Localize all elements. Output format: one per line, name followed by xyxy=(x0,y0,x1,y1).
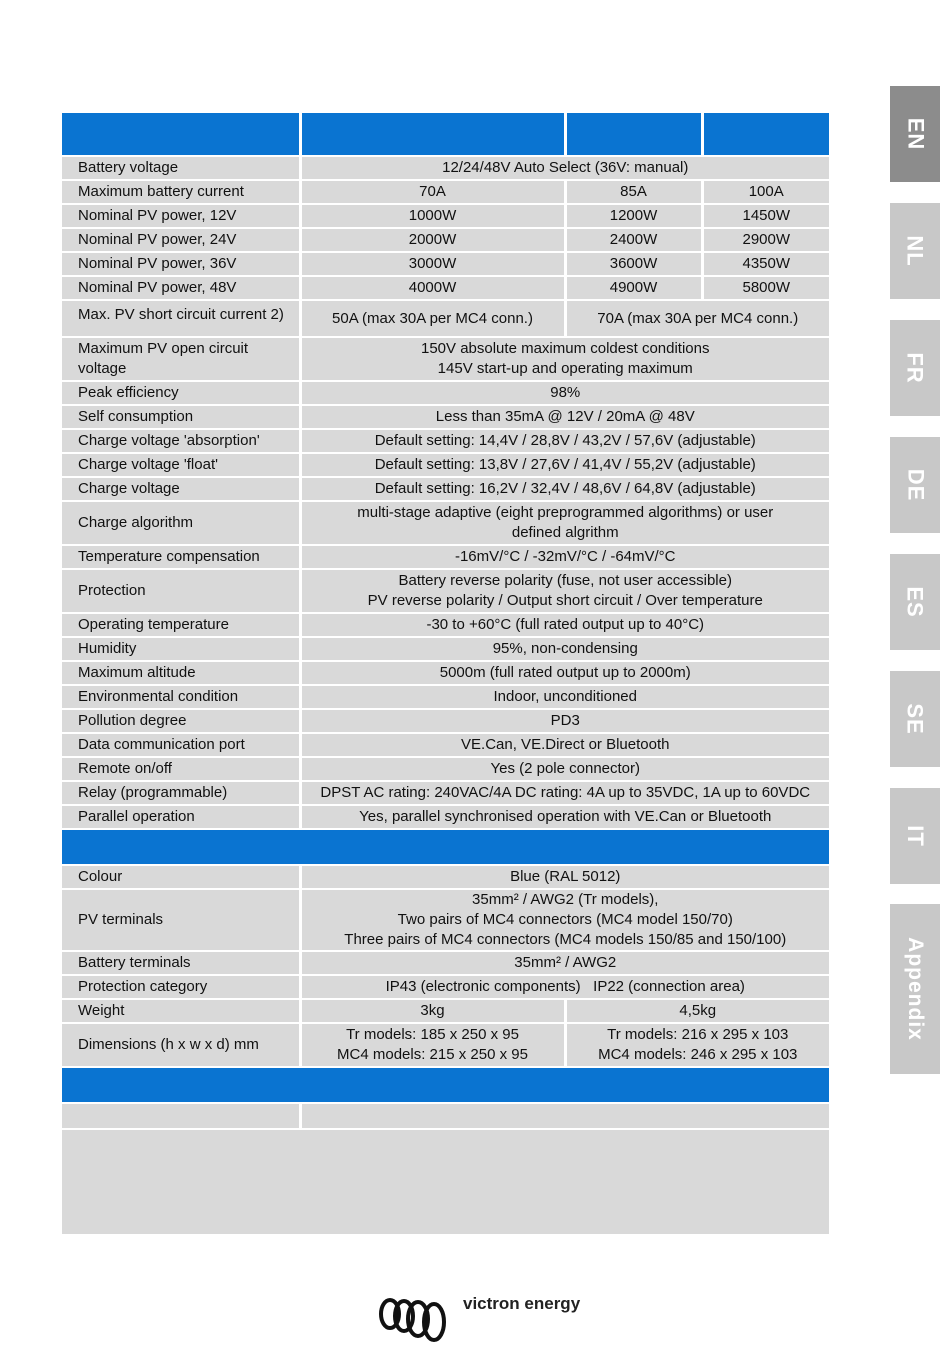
spec-value: 2000W xyxy=(300,228,565,252)
table-row xyxy=(62,781,829,805)
spec-label: Battery terminals xyxy=(62,951,300,975)
spec-value: 4,5kg xyxy=(565,999,829,1023)
spec-label: Humidity xyxy=(62,637,300,661)
value-line: Battery reverse polarity (fuse, not user accessible) xyxy=(398,572,732,589)
spec-label: Maximum battery current xyxy=(62,180,300,204)
tab-label: DE xyxy=(903,468,928,502)
empty-cell xyxy=(300,1103,829,1129)
spec-label: Environmental condition xyxy=(62,685,300,709)
tab-se[interactable] xyxy=(890,671,940,767)
spec-label: Charge voltage 'absorption' xyxy=(62,429,300,453)
spec-label: Colour xyxy=(62,865,300,889)
section-band-cell xyxy=(62,829,829,865)
value-line: Two pairs of MC4 connectors (MC4 model 150/70) xyxy=(397,911,733,928)
brand-logo xyxy=(376,1292,616,1348)
spec-value: 100A xyxy=(702,180,829,204)
spec-value: DPST AC rating: 240VAC/4A DC rating: 4A up to 35VDC, 1A up to 60VDC xyxy=(300,781,829,805)
spec-value: 1200W xyxy=(565,204,702,228)
notes-area xyxy=(62,1129,829,1235)
header-cell xyxy=(300,113,565,156)
value-line: Three pairs of MC4 connectors (MC4 models 150/85 and 150/100) xyxy=(344,931,787,948)
tab-fr[interactable] xyxy=(890,320,940,416)
spec-label: Charge voltage 'float' xyxy=(62,453,300,477)
spec-label: Nominal PV power, 24V xyxy=(62,228,300,252)
spec-value: 95%, non-condensing xyxy=(300,637,829,661)
spec-value: -30 to +60°C (full rated output up to 40°C) xyxy=(300,613,829,637)
table-header-row xyxy=(62,113,829,156)
table-row xyxy=(62,661,829,685)
header-cell xyxy=(565,113,702,156)
table-row xyxy=(62,381,829,405)
spec-value: 4900W xyxy=(565,276,702,300)
value-line: defined algrithm xyxy=(511,524,619,541)
spec-value: -16mV/°C / -32mV/°C / -64mV/°C xyxy=(300,545,829,569)
table-row xyxy=(62,501,829,545)
tab-label: ES xyxy=(902,586,928,618)
value-line: Tr models: 185 x 250 x 95 xyxy=(346,1026,519,1043)
value-line: 35mm² / AWG2 (Tr models), xyxy=(472,891,659,908)
tab-label: IT xyxy=(903,825,928,847)
label-line: Maximum PV open circuit xyxy=(78,340,249,357)
spec-value: 5800W xyxy=(702,276,829,300)
spec-value: Less than 35mA @ 12V / 20mA @ 48V xyxy=(300,405,829,429)
table-row xyxy=(62,889,829,951)
spec-value: 3600W xyxy=(565,252,702,276)
spec-label: Temperature compensation xyxy=(62,545,300,569)
table-row xyxy=(62,252,829,276)
table-row xyxy=(62,405,829,429)
spec-label: Nominal PV power, 36V xyxy=(62,252,300,276)
table-row xyxy=(62,569,829,613)
spec-label: Relay (programmable) xyxy=(62,781,300,805)
spec-label: Weight xyxy=(62,999,300,1023)
table-row xyxy=(62,429,829,453)
value-line: Tr models: 216 x 295 x 103 xyxy=(607,1026,789,1043)
spec-value: 4000W xyxy=(300,276,565,300)
spec-value: 1000W xyxy=(300,204,565,228)
spec-value: PD3 xyxy=(300,709,829,733)
spec-label: PV terminals xyxy=(62,889,300,951)
table-row xyxy=(62,685,829,709)
spec-value: 3000W xyxy=(300,252,565,276)
value-line: PV reverse polarity / Output short circuit / Over temperature xyxy=(367,592,763,609)
spec-value: 70A (max 30A per MC4 conn.) xyxy=(565,300,829,337)
table-row xyxy=(62,1103,829,1129)
table-row xyxy=(62,951,829,975)
table-row xyxy=(62,999,829,1023)
spec-value: 85A xyxy=(565,180,702,204)
table-row xyxy=(62,975,829,999)
spec-label xyxy=(62,337,300,381)
table-row xyxy=(62,337,829,381)
table-row xyxy=(62,757,829,781)
tab-label: EN xyxy=(903,117,928,151)
tab-label: SE xyxy=(902,703,928,735)
spec-label: Remote on/off xyxy=(62,757,300,781)
spec-label: Peak efficiency xyxy=(62,381,300,405)
spec-label: Protection category xyxy=(62,975,300,999)
table-row xyxy=(62,545,829,569)
table-row xyxy=(62,204,829,228)
section-band xyxy=(62,1067,829,1103)
spec-label: Data communication port xyxy=(62,733,300,757)
spec-label: Protection xyxy=(62,569,300,613)
header-cell xyxy=(702,113,829,156)
spec-value: Yes, parallel synchronised operation with VE.Can or Bluetooth xyxy=(300,805,829,829)
spec-value xyxy=(300,337,829,381)
spec-value: 3kg xyxy=(300,999,565,1023)
table-row xyxy=(62,709,829,733)
section-band-cell xyxy=(62,1067,829,1103)
table-row xyxy=(62,733,829,757)
spec-value: IP43 (electronic components) IP22 (connection area) xyxy=(300,975,829,999)
tab-appendix[interactable] xyxy=(890,904,940,1074)
tab-label: FR xyxy=(902,352,928,384)
spec-value: 1450W xyxy=(702,204,829,228)
table-row xyxy=(62,613,829,637)
spec-value: 98% xyxy=(300,381,829,405)
spec-label: Dimensions (h x w x d) mm xyxy=(62,1023,300,1067)
table-row xyxy=(62,300,829,337)
spec-value: Default setting: 14,4V / 28,8V / 43,2V / 57,6V (adjustable) xyxy=(300,429,829,453)
spec-value xyxy=(300,569,829,613)
spec-value: Yes (2 pole connector) xyxy=(300,757,829,781)
header-cell xyxy=(62,113,300,156)
tab-it[interactable] xyxy=(890,788,940,884)
spec-label: Self consumption xyxy=(62,405,300,429)
label-line: voltage xyxy=(78,360,127,377)
value-line: MC4 models: 215 x 250 x 95 xyxy=(337,1046,528,1063)
table-row xyxy=(62,637,829,661)
empty-cell xyxy=(62,1103,300,1129)
spec-label: Charge voltage xyxy=(62,477,300,501)
spec-label: Max. PV short circuit current 2) xyxy=(62,300,300,337)
spec-value: 2400W xyxy=(565,228,702,252)
value-line: multi-stage adaptive (eight preprogrammed algorithms) or user xyxy=(357,504,774,521)
tab-es[interactable] xyxy=(890,554,940,650)
tab-de[interactable] xyxy=(890,437,940,533)
victron-logo-icon xyxy=(376,1292,458,1348)
spec-value: 12/24/48V Auto Select (36V: manual) xyxy=(300,156,829,180)
spec-value xyxy=(300,1023,565,1067)
value-line: 145V start-up and operating maximum xyxy=(437,360,693,377)
empty-cell xyxy=(62,1129,829,1235)
spec-label: Operating temperature xyxy=(62,613,300,637)
brand-name: victron energy xyxy=(463,1294,581,1313)
spec-label: Battery voltage xyxy=(62,156,300,180)
spec-value: 5000m (full rated output up to 2000m) xyxy=(300,661,829,685)
table-row xyxy=(62,453,829,477)
spec-value xyxy=(565,1023,829,1067)
value-line: MC4 models: 246 x 295 x 103 xyxy=(598,1046,798,1063)
specification-table xyxy=(62,113,829,1236)
spec-label: Charge algorithm xyxy=(62,501,300,545)
table-row xyxy=(62,228,829,252)
spec-label: Maximum altitude xyxy=(62,661,300,685)
tab-label: Appendix xyxy=(904,937,928,1041)
table-row xyxy=(62,477,829,501)
spec-value: 50A (max 30A per MC4 conn.) xyxy=(300,300,565,337)
spec-label: Parallel operation xyxy=(62,805,300,829)
spec-label: Pollution degree xyxy=(62,709,300,733)
table-row xyxy=(62,865,829,889)
spec-value: 2900W xyxy=(702,228,829,252)
spec-value: Default setting: 13,8V / 27,6V / 41,4V / 55,2V (adjustable) xyxy=(300,453,829,477)
spec-label: Nominal PV power, 12V xyxy=(62,204,300,228)
spec-value: Indoor, unconditioned xyxy=(300,685,829,709)
spec-value xyxy=(300,889,829,951)
table-row xyxy=(62,276,829,300)
tab-nl[interactable] xyxy=(890,203,940,299)
table-row xyxy=(62,180,829,204)
tab-label: NL xyxy=(902,235,928,267)
spec-value: VE.Can, VE.Direct or Bluetooth xyxy=(300,733,829,757)
spec-value: 35mm² / AWG2 xyxy=(300,951,829,975)
table-row xyxy=(62,1023,829,1067)
spec-value: Default setting: 16,2V / 32,4V / 48,6V / 64,8V (adjustable) xyxy=(300,477,829,501)
spec-label: Nominal PV power, 48V xyxy=(62,276,300,300)
table-row xyxy=(62,156,829,180)
value-line: 150V absolute maximum coldest conditions xyxy=(421,340,710,357)
spec-value xyxy=(300,501,829,545)
spec-value: 4350W xyxy=(702,252,829,276)
tab-en[interactable] xyxy=(890,86,940,182)
spec-value: 70A xyxy=(300,180,565,204)
table-row xyxy=(62,805,829,829)
spec-value: Blue (RAL 5012) xyxy=(300,865,829,889)
section-band xyxy=(62,829,829,865)
